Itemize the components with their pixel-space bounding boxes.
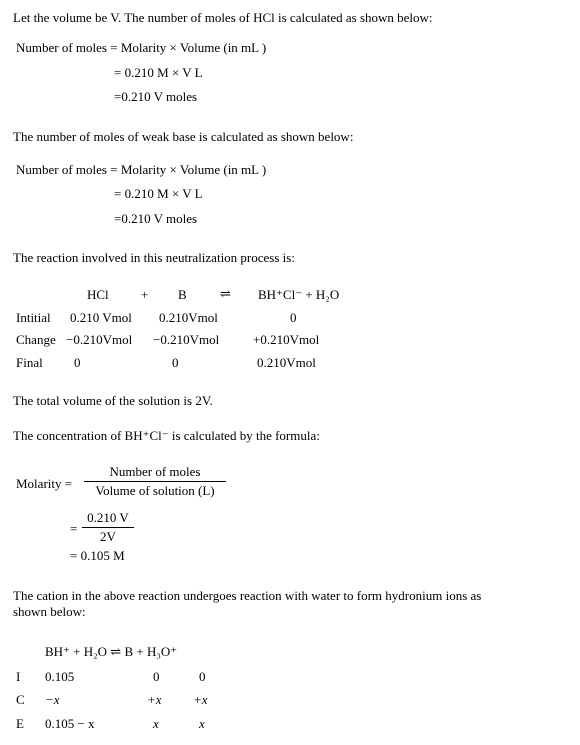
- ice1-initial-hcl: 0.210 Vmol: [70, 310, 132, 325]
- ice1-change-product: +0.210Vmol: [253, 332, 320, 347]
- ice2-row-i-c3: 0: [199, 669, 206, 684]
- ice2-row-i-label: I: [16, 669, 21, 684]
- molarity-lhs: Molarity =: [16, 476, 73, 491]
- ice2-row-c-label: C: [16, 692, 25, 707]
- cation-text-line1: The cation in the above reaction undergoes reaction with water to form hydronium ions as: [13, 588, 482, 603]
- hcl-moles-line3: =0.210 V moles: [114, 89, 198, 104]
- ice1-final-product: 0.210Vmol: [257, 355, 316, 370]
- concentration-intro-text: The concentration of BH⁺Cl⁻ is calculated by the formula:: [13, 428, 320, 443]
- molarity-result: = 0.105 M: [70, 548, 125, 563]
- molarity-denominator: Volume of solution (L): [95, 483, 215, 498]
- base-moles-line1: Number of moles = Molarity × Volume (in mL ): [16, 162, 267, 177]
- ice1-plus: +: [141, 287, 149, 302]
- ice1-initial-b: 0.210Vmol: [159, 310, 218, 325]
- intro-text: Let the volume be V. The number of moles of HCl is calculated as shown below:: [13, 10, 433, 25]
- molarity-denominator-2: 2V: [100, 529, 116, 544]
- base-intro-text: The number of moles of weak base is calculated as shown below:: [13, 129, 354, 144]
- ice1-change-hcl: −0.210Vmol: [66, 332, 133, 347]
- ice2-row-i-c1: 0.105: [45, 669, 75, 684]
- ice2-row-e-label: E: [16, 716, 24, 731]
- ice1-final-b: 0: [172, 355, 179, 370]
- molarity-eq2: =: [70, 521, 78, 536]
- ice1-product: BH⁺Cl⁻ + H₂O: [258, 287, 340, 302]
- ice2-row-e-c1: 0.105 − x: [45, 716, 95, 731]
- molarity-fraction: [84, 464, 226, 499]
- ice2-reaction: BH⁺ + H₂O ⇌ B + H₃O⁺: [45, 644, 178, 659]
- reaction-intro-text: The reaction involved in this neutralization process is:: [13, 250, 295, 265]
- ice1-final-hcl: 0: [74, 355, 81, 370]
- ice1-initial-product: 0: [290, 310, 297, 325]
- base-moles-line3: =0.210 V moles: [114, 211, 198, 226]
- molarity-fraction-2: [82, 510, 134, 545]
- ice2-row-e-c3: x: [199, 716, 205, 731]
- ice1-final-label: Final: [16, 355, 43, 370]
- ice2-row-c-c1: −x: [45, 692, 60, 707]
- ice2-row-c-c2: +x: [147, 692, 162, 707]
- total-volume-text: The total volume of the solution is 2V.: [13, 393, 213, 408]
- ice2-row-i-c2: 0: [153, 669, 160, 684]
- molarity-numerator: Number of moles: [84, 464, 226, 482]
- base-moles-line2: = 0.210 M × V L: [114, 186, 203, 201]
- molarity-numerator-2: 0.210 V: [82, 510, 134, 528]
- ice1-arrow: ⇌: [220, 286, 231, 301]
- ice1-change-label: Change: [16, 332, 56, 347]
- ice1-hcl: HCl: [87, 287, 109, 302]
- ice2-row-c-c3: +x: [193, 692, 208, 707]
- ice2-row-e-c2: x: [153, 716, 159, 731]
- hcl-moles-line1: Number of moles = Molarity × Volume (in mL ): [16, 40, 267, 55]
- ice1-change-b: −0.210Vmol: [153, 332, 220, 347]
- ice1-b: B: [178, 287, 187, 302]
- ice1-initial-label: Intitial: [16, 310, 51, 325]
- hcl-moles-line2: = 0.210 M × V L: [114, 65, 203, 80]
- cation-text-line2: shown below:: [13, 604, 86, 619]
